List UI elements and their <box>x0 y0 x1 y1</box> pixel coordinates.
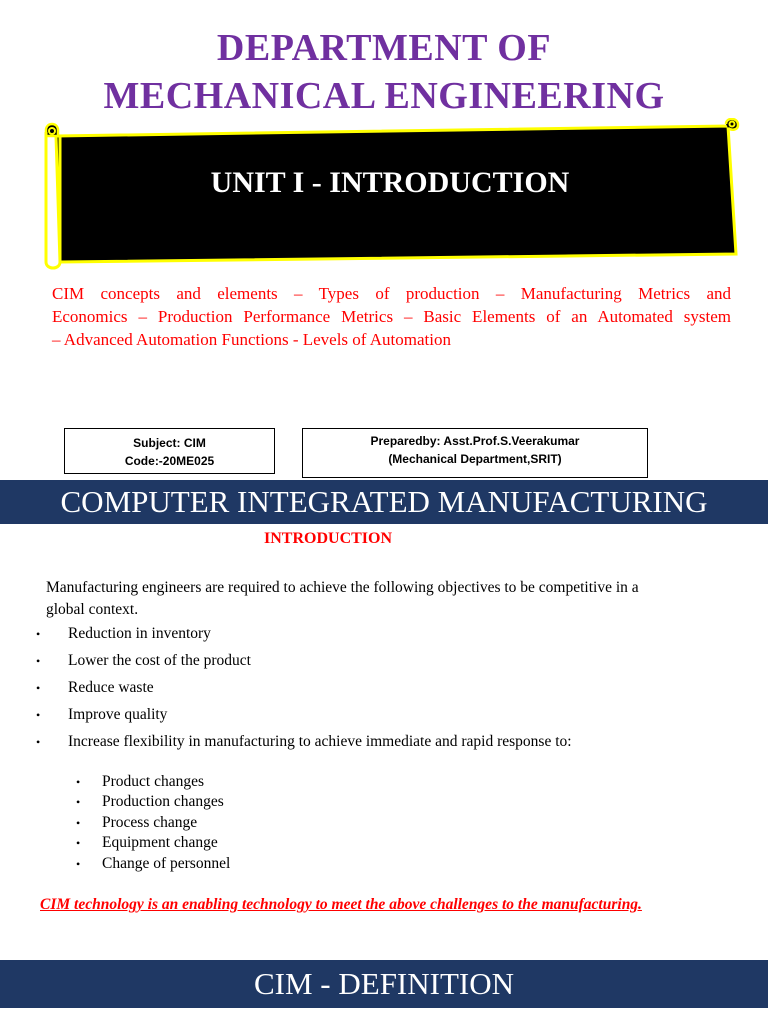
department-title <box>0 24 768 120</box>
department-title-line2: MECHANICAL ENGINEERING <box>103 75 665 117</box>
list-item-text: Change of personnel <box>102 854 231 872</box>
topics-line: Economics – Production Performance Metrics – Basic Elements of an Automated system <box>52 307 731 326</box>
prepared-by-name: Preparedby: Asst.Prof.S.Veerakumar <box>370 434 580 448</box>
prepared-by-box <box>302 428 648 478</box>
list-item-text: Lower the cost of the product <box>68 652 251 669</box>
subject-box <box>64 428 275 474</box>
introduction-heading: INTRODUCTION <box>264 530 393 547</box>
list-item-text: Product changes <box>102 773 205 790</box>
subject-label: Subject: CIM <box>133 436 206 450</box>
section-heading-cim: COMPUTER INTEGRATED MANUFACTURING <box>0 480 768 524</box>
bullet-dot-icon: • <box>76 775 81 789</box>
department-title-line1: DEPARTMENT OF <box>216 27 552 69</box>
unit-title: UNIT I - INTRODUCTION <box>210 166 570 199</box>
section-heading-definition: CIM - DEFINITION <box>0 960 768 1008</box>
unit-banner <box>40 118 740 270</box>
subject-code: Code:-20ME025 <box>124 454 215 468</box>
paragraph-line: global context. <box>46 601 139 618</box>
list-item-text: Increase flexibility in manufacturing to achieve immediate and rapid response to: <box>68 733 572 750</box>
bullet-dot-icon: • <box>36 735 41 749</box>
bullet-dot-icon: • <box>36 654 41 668</box>
cim-statement: CIM technology is an enabling technology to meet the above challenges to the manufacturing. <box>40 896 642 913</box>
list-item-text: Reduce waste <box>68 679 154 696</box>
paragraph-line: Manufacturing engineers are required to achieve the following objectives to be competitive in a <box>46 579 639 596</box>
bullet-dot-icon: • <box>36 681 41 695</box>
prepared-by-department: (Mechanical Department,SRIT) <box>388 452 562 466</box>
list-item-text: Reduction in inventory <box>68 625 211 642</box>
list-item-text: Production changes <box>102 793 224 811</box>
bullet-dot-icon: • <box>76 815 81 830</box>
bullet-dot-icon: • <box>36 627 41 641</box>
unit-topics <box>52 282 731 351</box>
topics-line: CIM concepts and elements – Types of production – Manufacturing Metrics and <box>52 284 731 303</box>
topics-line: – Advanced Automation Functions - Levels of Automation <box>52 330 451 349</box>
list-item-text: Process change <box>102 813 198 831</box>
objectives-paragraph <box>46 577 726 621</box>
bullet-dot-icon: • <box>76 856 81 871</box>
bullet-dot-icon: • <box>76 836 81 851</box>
list-item-text: Equipment change <box>102 834 218 852</box>
list-item-text: Improve quality <box>68 706 168 723</box>
bullet-dot-icon: • <box>36 708 41 722</box>
bullet-dot-icon: • <box>76 795 81 810</box>
